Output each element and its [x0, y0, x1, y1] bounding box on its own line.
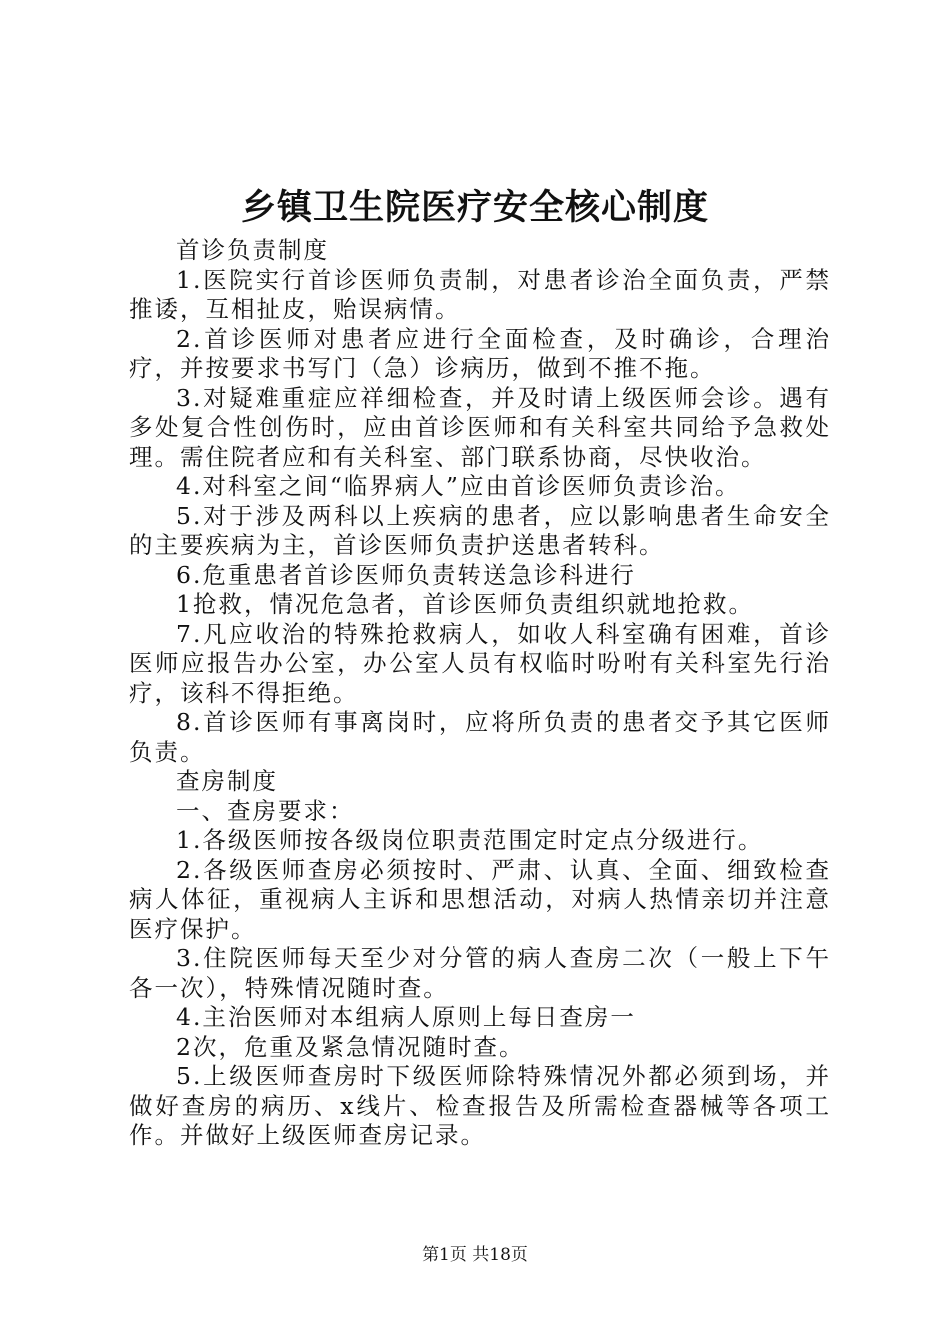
- document-body: [129, 236, 831, 1151]
- paragraph: 1.医院实行首诊医师负责制，对患者诊治全面负责，严禁推诿，互相扯皮，贻误病情。: [129, 265, 831, 323]
- paragraph: 8.首诊医师有事离岗时，应将所负责的患者交予其它医师负责。: [129, 708, 831, 766]
- paragraph: 2.各级医师查房必须按时、严肃、认真、全面、细致检查病人体征，重视病人主诉和思想活动，对病人热情亲切并注意医疗保护。: [129, 855, 831, 943]
- paragraph: 5.对于涉及两科以上疾病的患者，应以影响患者生命安全的主要疾病为主，首诊医师负责护送患者转科。: [129, 501, 831, 559]
- paragraph: 4.主治医师对本组病人原则上每日查房一: [176, 1003, 636, 1031]
- paragraph: 5.上级医师查房时下级医师除特殊情况外都必须到场，并做好查房的病历、x线片、检查报告及所需检查器械等各项工作。并做好上级医师查房记录。: [129, 1062, 831, 1149]
- paragraph: 3.住院医师每天至少对分管的病人查房二次（一般上下午各一次），特殊情况随时查。: [129, 944, 831, 1002]
- paragraph: 3.对疑难重症应祥细检查，并及时请上级医师会诊。遇有多处复合性创伤时，应由首诊医师和有关科室共同给予急救处理。需住院者应和有关科室、部门联系协商，尽快收治。: [129, 383, 831, 471]
- paragraph: 1抢救，情况危急者，首诊医师负责组织就地抢救。: [176, 590, 754, 618]
- paragraph: 2次，危重及紧急情况随时查。: [176, 1032, 525, 1061]
- section-heading-ward-rounds: 查房制度: [176, 767, 278, 795]
- page-number-footer: 第1页 共18页: [422, 1245, 528, 1265]
- paragraph: 6.危重患者首诊医师负责转送急诊科进行: [176, 560, 636, 589]
- section-heading-first-visit: 首诊负责制度: [176, 236, 329, 264]
- paragraph: 1.各级医师按各级岗位职责范围定时定点分级进行。: [176, 826, 764, 854]
- document-title: 乡镇卫生院医疗安全核心制度: [240, 187, 709, 228]
- paragraph: 7.凡应收治的特殊抢救病人，如收人科室确有困难，首诊医师应报告办公室，办公室人员有权临时吩咐有关科室先行治疗，该科不得拒绝。: [129, 619, 831, 707]
- subsection-heading: 一、查房要求：: [176, 796, 355, 825]
- paragraph: 2.首诊医师对患者应进行全面检查，及时确诊，合理治疗，并按要求书写门（急）诊病历，做到不推不拖。: [129, 324, 831, 382]
- paragraph: 4.对科室之间“临界病人”应由首诊医师负责诊治。: [176, 472, 741, 500]
